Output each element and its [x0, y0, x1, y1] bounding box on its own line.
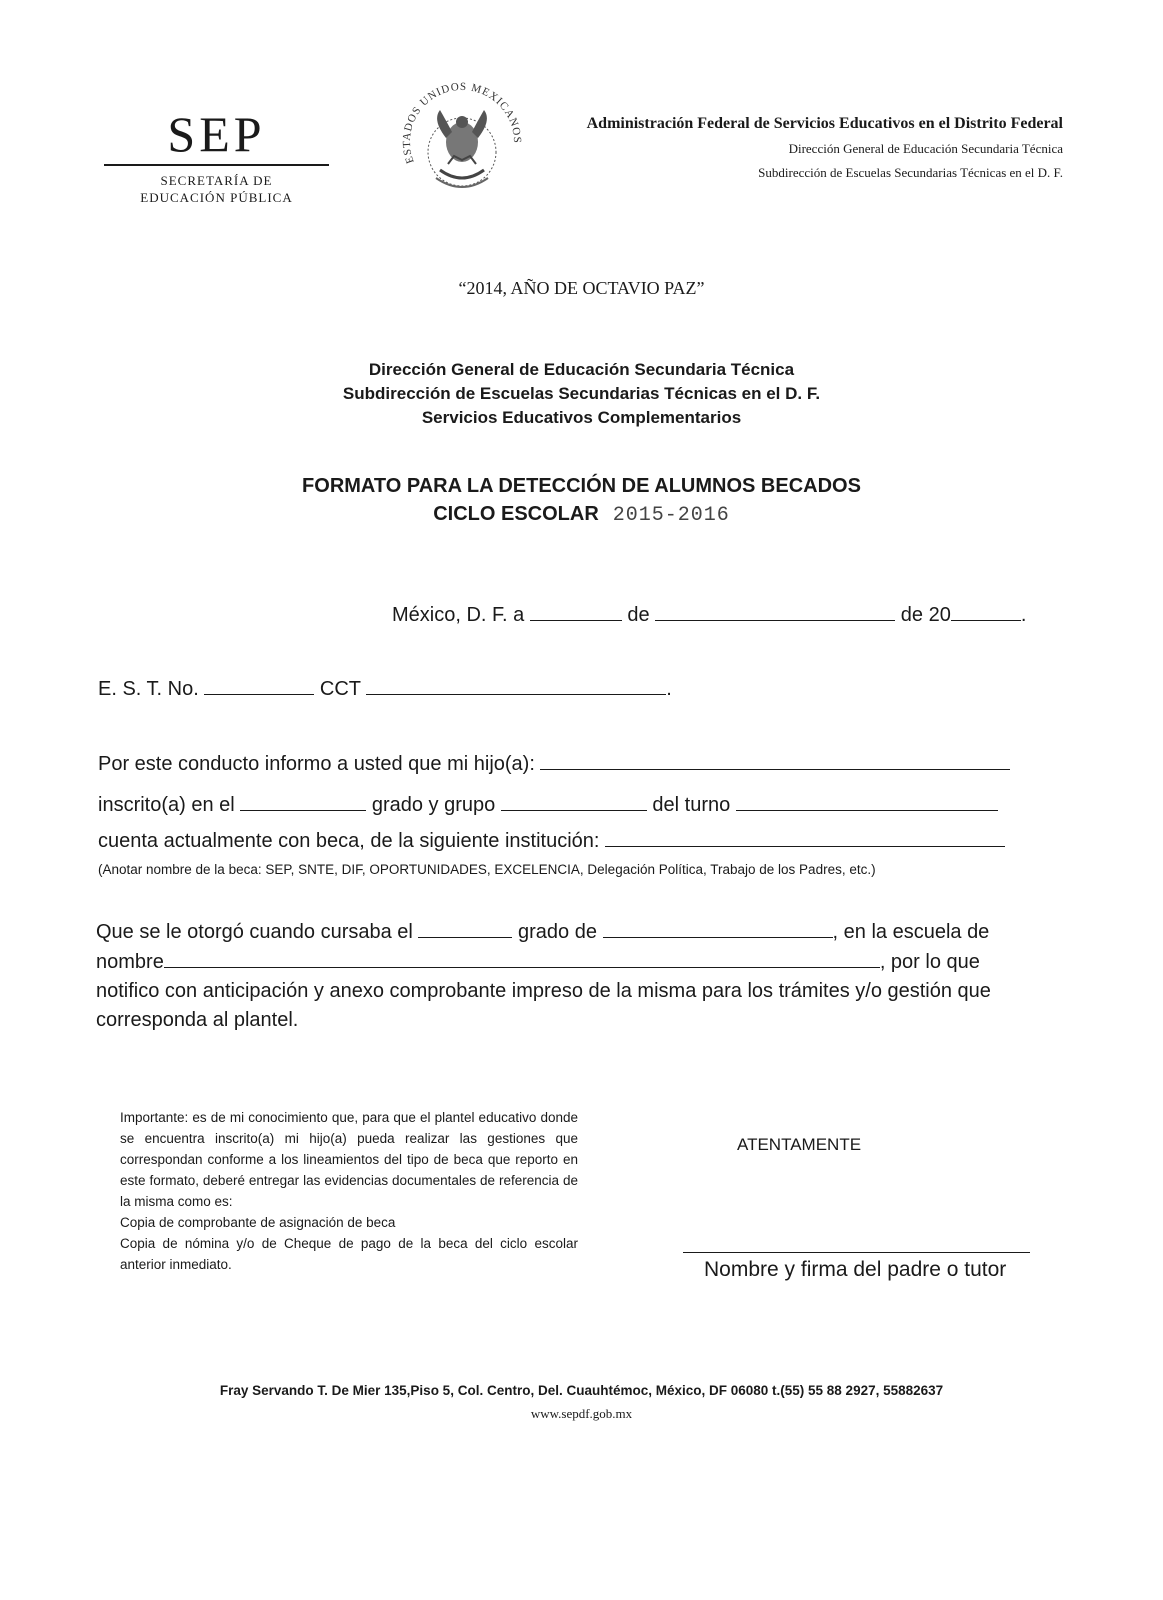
sep-logo-line2: EDUCACIÓN PÚBLICA [140, 190, 293, 205]
directorates-block [0, 358, 1163, 430]
shift-field[interactable] [736, 790, 998, 811]
important-item2: Copia de nómina y/o de Cheque de pago de la beca del ciclo escolar anterior inmediato. [120, 1236, 578, 1272]
grade-field[interactable] [240, 790, 366, 811]
sep-logo-name: SEP [167, 106, 266, 162]
cct-field[interactable] [366, 674, 666, 695]
directorate-line2: Subdirección de Escuelas Secundarias Técnicas en el D. F. [342, 384, 821, 403]
agency-line1: Administración Federal de Servicios Educativos en el Distrito Federal [586, 115, 1063, 132]
date-year-label: de 20 [900, 604, 951, 626]
school-of-label: , en la escuela de [832, 921, 990, 943]
agency-line3: Subdirección de Escuelas Secundarias Técnicas en el D. F. [758, 165, 1063, 180]
year-slogan: “2014, AÑO DE OCTAVIO PAZ” [458, 278, 705, 298]
closing-text: ATENTAMENTE [737, 1135, 862, 1154]
date-place-label: México, D. F. a [392, 604, 525, 626]
form-line-institution [98, 826, 1005, 853]
grant-grade-field[interactable] [418, 917, 512, 938]
school-name-field[interactable] [164, 947, 880, 968]
grant-level-field[interactable] [603, 917, 833, 938]
date-de-label: de [627, 604, 650, 626]
form-line-child [98, 749, 1010, 776]
school-line-end: . [666, 678, 672, 700]
important-text: Importante: es de mi conocimiento que, para que el plantel educativo donde se encuentra inscrito(a) mi hijo(a) pueda realizar las gestiones que correspondan conforme a los lineamientos del tipo de beca que reporto en este formato, deberé entregar las evidencias documentales de referencia de la misma como es: [120, 1110, 578, 1209]
est-number-label: E. S. T. No. [98, 678, 199, 700]
year-field[interactable] [951, 600, 1021, 621]
school-line [98, 674, 672, 701]
scholarship-note: (Anotar nombre de la beca: SEP, SNTE, DIF, OPORTUNIDADES, EXCELENCIA, Delegación Política, Trabajo de los Padres, etc.) [98, 862, 876, 877]
directorate-line1: Dirección General de Educación Secundaria Técnica [368, 360, 795, 379]
grant-intro: Que se le otorgó cuando cursaba el [96, 921, 413, 943]
form-title-line2 [0, 500, 1163, 530]
institution-label: cuenta actualmente con beca, de la siguiente institución: [98, 830, 600, 852]
shift-label: del turno [652, 794, 731, 816]
institution-field[interactable] [605, 826, 1005, 847]
grant-paragraph [96, 917, 1036, 1035]
form-title [0, 472, 1163, 530]
school-name-label: nombre [96, 951, 164, 973]
enrolled-label: inscrito(a) en el [98, 794, 235, 816]
group-field[interactable] [501, 790, 647, 811]
footer-website[interactable]: www.sepdf.gob.mx [530, 1406, 633, 1421]
form-title-line1: FORMATO PARA LA DETECCIÓN DE ALUMNOS BECADOS [302, 475, 861, 497]
group-label: grado y grupo [371, 794, 496, 816]
grant-grade-label: grado de [518, 921, 597, 943]
school-cycle-value: 2015-2016 [612, 504, 730, 527]
sep-logo-rule [104, 164, 329, 166]
day-field[interactable] [530, 600, 622, 621]
signature-label: Nombre y firma del padre o tutor [704, 1258, 1007, 1281]
signature-field[interactable] [683, 1252, 1030, 1253]
sep-logo-line1: SECRETARÍA DE [160, 173, 273, 188]
date-end: . [1020, 604, 1027, 626]
grant-paragraph-rest: notifico con anticipación y anexo comprobante impreso de la misma para los trámites y/o gestión que corresponda al plantel. [96, 980, 991, 1031]
form-line-grade [98, 790, 998, 817]
child-label: Por este conducto informo a usted que mi hijo(a): [98, 753, 535, 775]
cct-label: CCT [319, 678, 361, 700]
date-line [392, 600, 1026, 627]
agency-header [587, 111, 1063, 185]
directorate-line3: Servicios Educativos Complementarios [421, 408, 742, 427]
child-name-field[interactable] [540, 749, 1010, 770]
school-cycle-label: CICLO ESCOLAR [433, 503, 599, 525]
important-note [120, 1107, 578, 1275]
footer-address: Fray Servando T. De Mier 135,Piso 5, Col. Centro, Del. Cuauhtémoc, México, DF 06080 t.(55) 55 88 2927, 55882637 [219, 1383, 944, 1398]
est-number-field[interactable] [204, 674, 314, 695]
agency-line2: Dirección General de Educación Secundaria Técnica [788, 141, 1063, 156]
sep-logo [104, 108, 329, 206]
seal-text: ESTADOS UNIDOS MEXICANOS [400, 80, 524, 166]
month-field[interactable] [655, 600, 895, 621]
important-item1: Copia de comprobante de asignación de beca [120, 1215, 396, 1230]
school-name-end: , por lo que [879, 951, 980, 973]
national-seal-icon [392, 80, 532, 214]
